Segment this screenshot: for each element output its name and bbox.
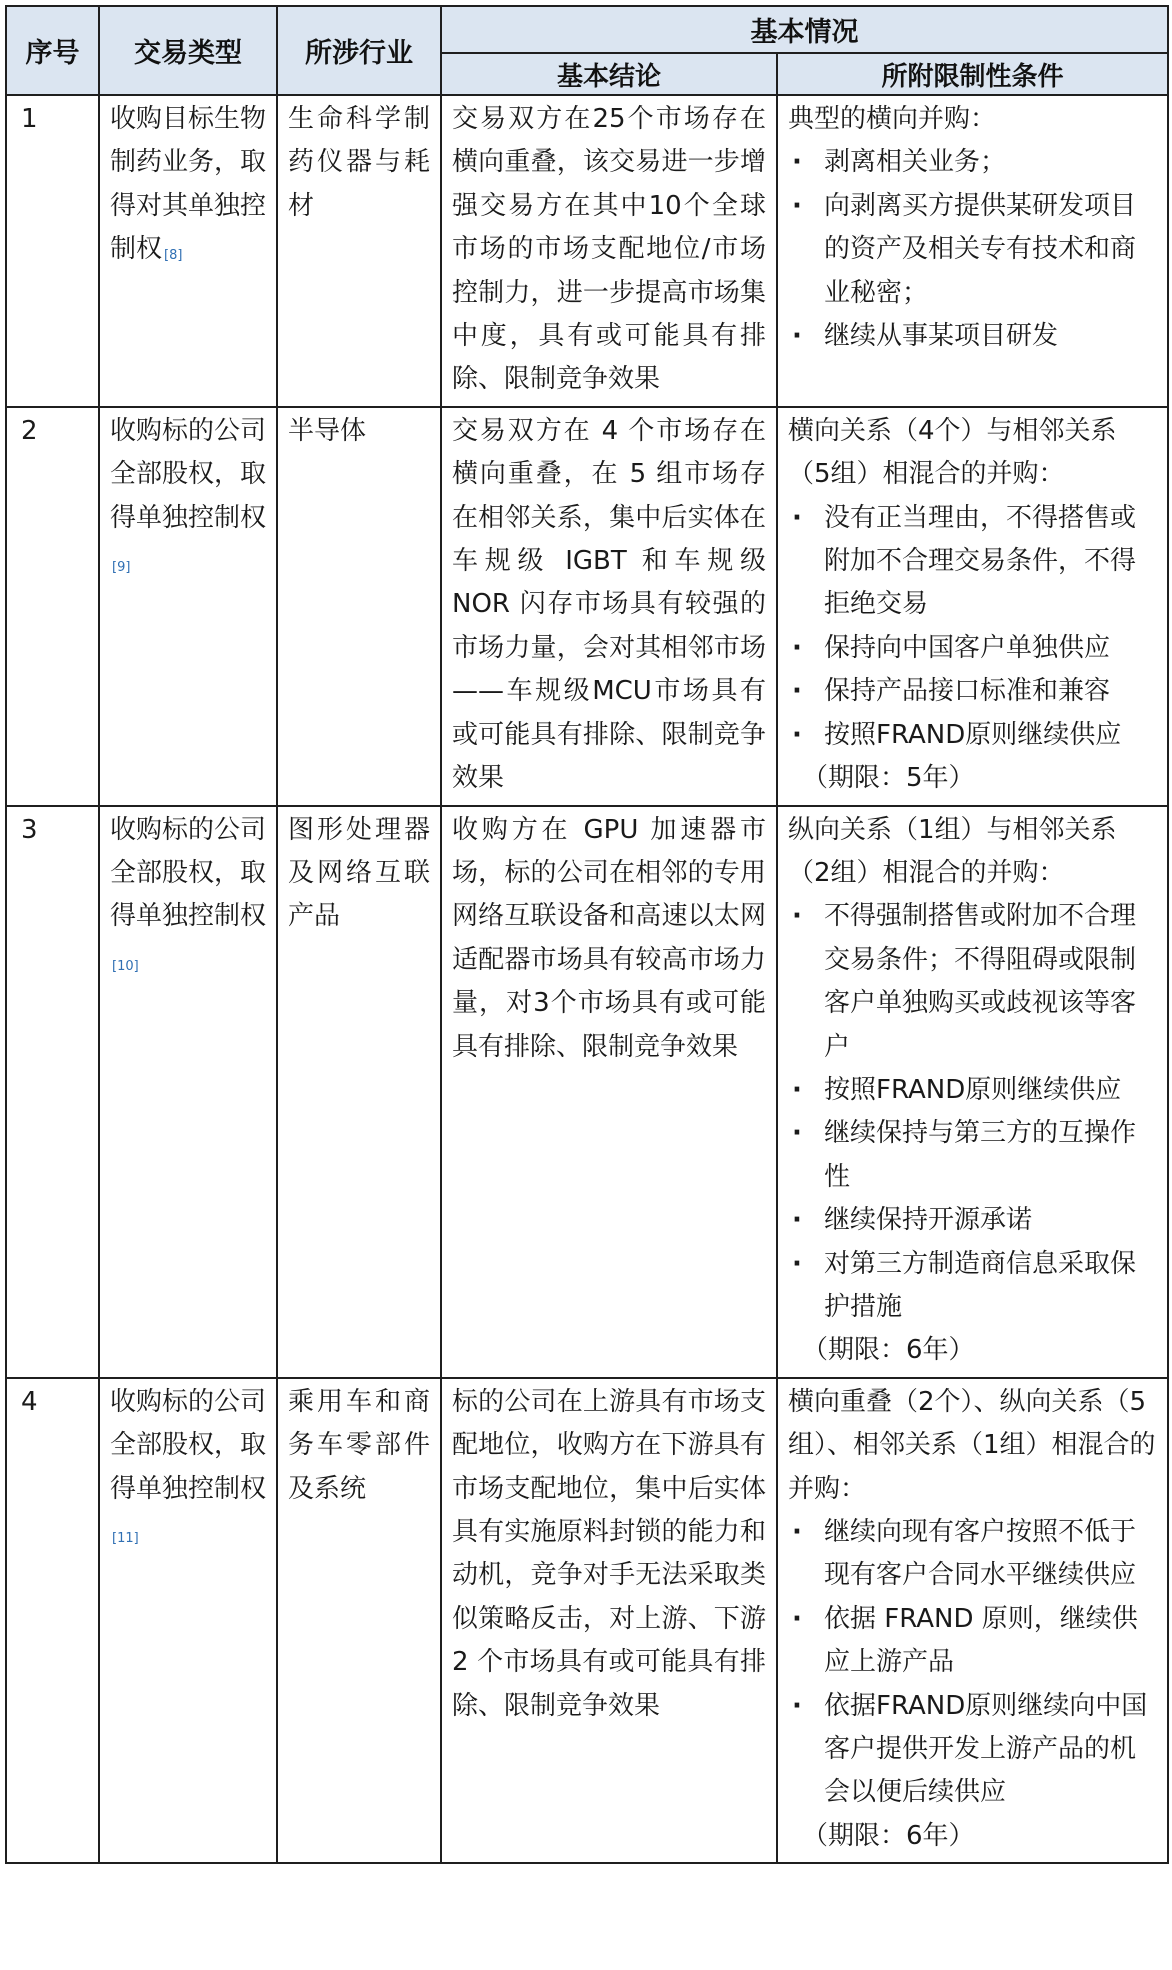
row-conclusion: 收购方在 GPU 加速器市场，标的公司在相邻的专用网络互联设备和高速以太网适配器市场具有较高市场力量，对3个市场具有或可能具有排除、限制竞争效果 xyxy=(441,806,777,1378)
header-type: 交易类型 xyxy=(99,6,277,95)
condition-item: · 依据 FRAND 原则，继续供应上游产品 xyxy=(788,1598,1157,1685)
table-row xyxy=(6,95,1168,407)
table-row xyxy=(6,806,1168,1378)
page xyxy=(5,5,1167,1864)
header-conditions: 所附限制性条件 xyxy=(777,53,1168,95)
header-index: 序号 xyxy=(6,6,99,95)
reference-link[interactable]: [11] xyxy=(112,1531,139,1546)
row-industry: 图形处理器及网络互联产品 xyxy=(277,806,441,1378)
conditions-list xyxy=(788,141,1157,358)
condition-item: · 没有正当理由，不得搭售或附加不合理交易条件，不得拒绝交易 xyxy=(788,497,1157,627)
row-transaction-type xyxy=(99,95,277,407)
condition-item: · 不得强制搭售或附加不合理交易条件；不得阻碍或限制客户单独购买或歧视该等客户 xyxy=(788,895,1157,1069)
row-index: 4 xyxy=(6,1378,99,1863)
row-conditions xyxy=(777,95,1168,407)
condition-item: · 剥离相关业务； xyxy=(788,141,1157,184)
condition-item: · 依据FRAND原则继续向中国客户提供开发上游产品的机会以便后续供应 xyxy=(788,1685,1157,1815)
header-industry: 所涉行业 xyxy=(277,6,441,95)
conditions-list xyxy=(788,1511,1157,1815)
conditions-list xyxy=(788,497,1157,757)
row-index: 3 xyxy=(6,806,99,1378)
condition-item: · 按照FRAND原则继续供应 xyxy=(788,714,1157,757)
condition-item: · 对第三方制造商信息采取保护措施 xyxy=(788,1243,1157,1330)
row-industry: 半导体 xyxy=(277,407,441,806)
merger-review-table xyxy=(5,5,1169,1864)
condition-item: · 继续从事某项目研发 xyxy=(788,315,1157,358)
table-body xyxy=(6,95,1168,1863)
row-transaction-type xyxy=(99,806,277,1378)
header-conclusion: 基本结论 xyxy=(441,53,777,95)
conditions-term: （期限：5年） xyxy=(802,763,975,794)
row-conditions xyxy=(777,806,1168,1378)
conditions-term: （期限：6年） xyxy=(802,1335,975,1366)
transaction-type-text: 收购标的公司全部股权，取得单独控制权 xyxy=(110,1386,267,1504)
row-conditions xyxy=(777,407,1168,806)
condition-item: · 按照FRAND原则继续供应 xyxy=(788,1069,1157,1112)
conditions-intro: 横向关系（4个）与相邻关系（5组）相混合的并购： xyxy=(788,415,1117,490)
condition-item: · 继续保持开源承诺 xyxy=(788,1199,1157,1242)
conditions-intro: 典型的横向并购： xyxy=(788,104,997,134)
conditions-list xyxy=(788,895,1157,1329)
conditions-intro: 横向重叠（2个）、纵向关系（5组）、相邻关系（1组）相混合的并购： xyxy=(788,1386,1156,1504)
reference-link[interactable]: [8] xyxy=(164,248,183,264)
condition-item: · 继续保持与第三方的互操作性 xyxy=(788,1112,1157,1199)
condition-item: · 保持产品接口标准和兼容 xyxy=(788,670,1157,713)
row-index: 1 xyxy=(6,95,99,407)
conditions-intro: 纵向关系（1组）与相邻关系（2组）相混合的并购： xyxy=(788,814,1117,888)
table-row xyxy=(6,1378,1168,1863)
table-row xyxy=(6,407,1168,806)
transaction-type-text: 收购标的公司全部股权，取得单独控制权 xyxy=(110,415,267,533)
row-industry: 生命科学制药仪器与耗材 xyxy=(277,95,441,407)
header-basic: 基本情况 xyxy=(441,6,1168,53)
row-conclusion: 交易双方在25个市场存在横向重叠，该交易进一步增强交易方在其中10个全球市场的市场支配地位/市场控制力，进一步提高市场集中度，具有或可能具有排除、限制竞争效果 xyxy=(441,95,777,407)
condition-item: · 保持向中国客户单独供应 xyxy=(788,627,1157,670)
reference-link[interactable]: [9] xyxy=(112,560,131,576)
transaction-type-text: 收购标的公司全部股权，取得单独控制权 xyxy=(110,814,267,932)
row-index: 2 xyxy=(6,407,99,806)
row-industry: 乘用车和商务车零部件及系统 xyxy=(277,1378,441,1863)
condition-item: · 继续向现有客户按照不低于现有客户合同水平继续供应 xyxy=(788,1511,1157,1598)
table-header xyxy=(6,6,1168,95)
row-conclusion: 交易双方在 4 个市场存在横向重叠，在 5 组市场存在相邻关系，集中后实体在车规级 IGBT 和车规级 NOR 闪存市场具有较强的市场力量，会对其相邻市场——车规级MCU市场具有或可能具有排除、限制竞争效果 xyxy=(441,407,777,806)
row-transaction-type xyxy=(99,407,277,806)
row-transaction-type xyxy=(99,1378,277,1863)
transaction-type-text: 收购目标生物制药业务，取得对其单独控制权 xyxy=(110,104,267,265)
condition-item: · 向剥离买方提供某研发项目的资产及相关专有技术和商业秘密； xyxy=(788,185,1157,315)
row-conclusion: 标的公司在上游具有市场支配地位，收购方在下游具有市场支配地位，集中后实体具有实施原料封锁的能力和动机，竞争对手无法采取类似策略反击，对上游、下游 2 个市场具有或可能具有排除、限制竞争效果 xyxy=(441,1378,777,1863)
row-conditions xyxy=(777,1378,1168,1863)
conditions-term: （期限：6年） xyxy=(802,1820,975,1851)
reference-link[interactable]: [10] xyxy=(112,958,139,974)
